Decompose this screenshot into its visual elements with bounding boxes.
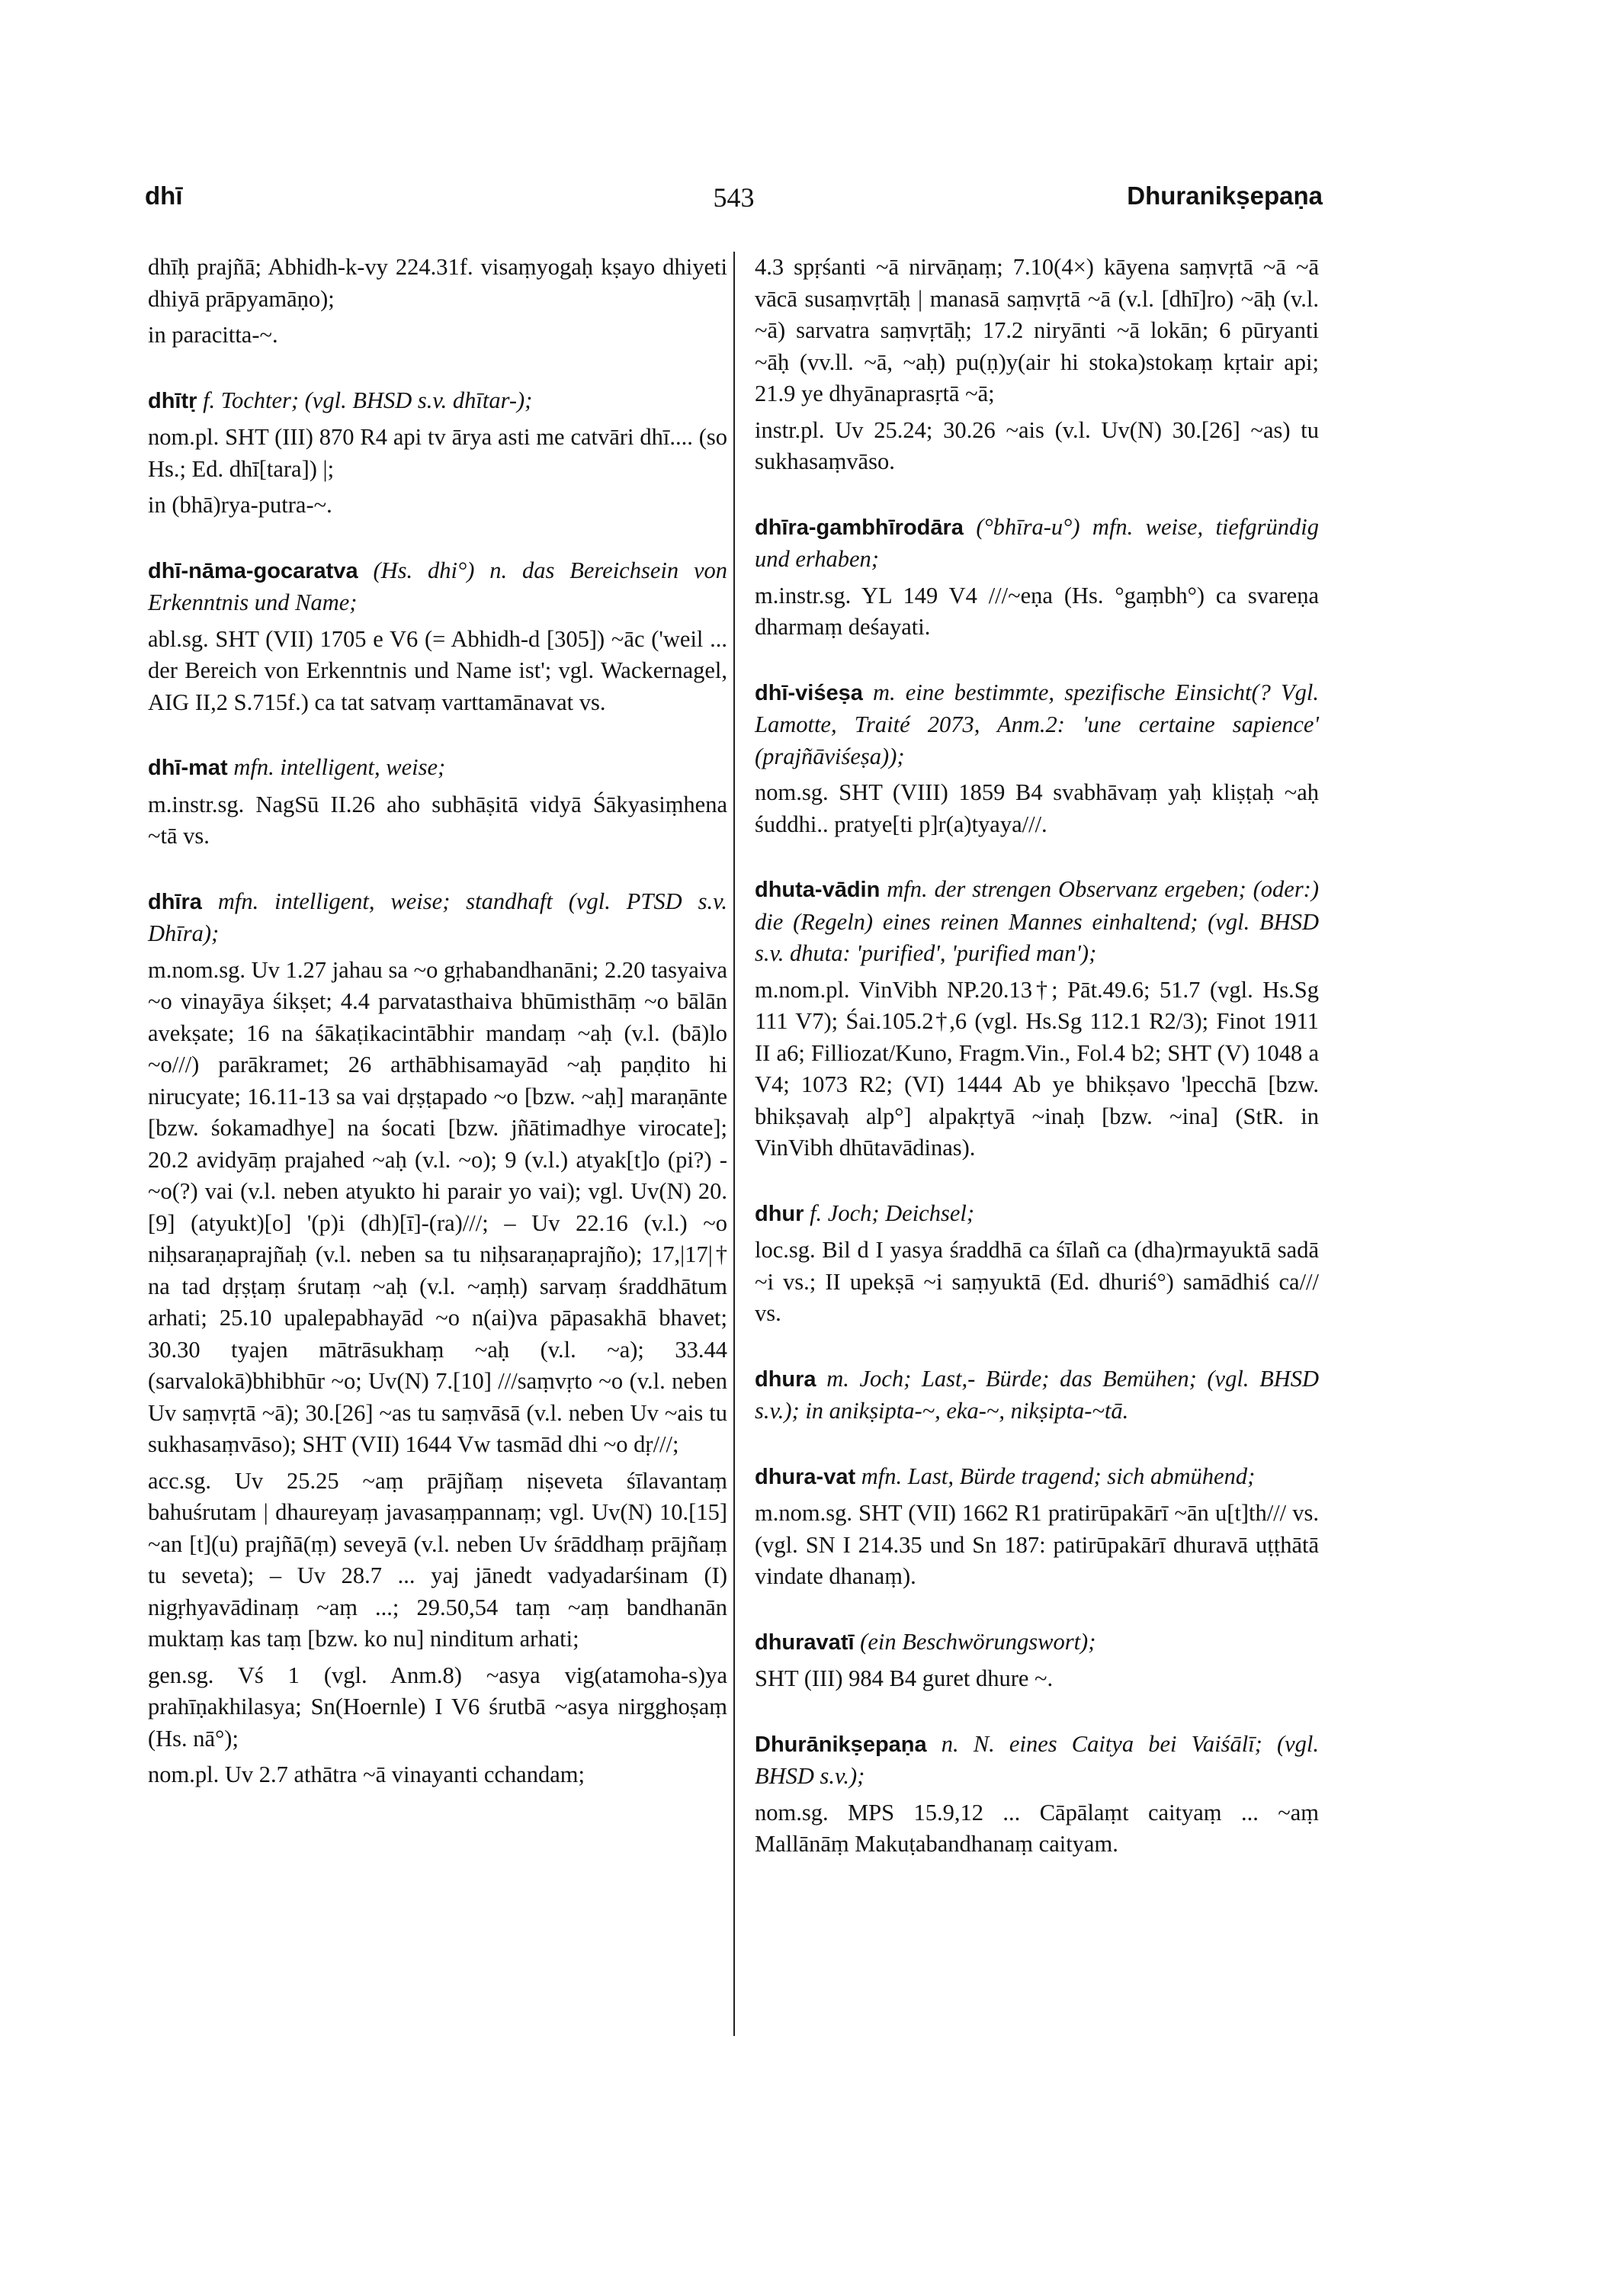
- entry-citation: in paracitta-~.: [148, 322, 278, 348]
- entry-gloss: (Hs. dhi°) n. das Bereichsein von Erkenntnis und Name;: [148, 557, 728, 615]
- entry-gloss: m. Joch; Last,- Bürde; das Bemühen; (vgl. BHSD s.v.); in anikṣipta-~, eka-~, nikṣipta-~tā.: [755, 1365, 1319, 1424]
- entry-headword: Dhurānikṣepaṇa: [755, 1732, 927, 1757]
- dictionary-entry: [148, 752, 727, 853]
- entry-gloss: f. Joch; Deichsel;: [810, 1199, 975, 1226]
- entry-headword: dhur: [755, 1201, 804, 1226]
- dictionary-entry: [755, 512, 1319, 644]
- dictionary-entry: [755, 1198, 1319, 1330]
- dictionary-entry: [148, 555, 727, 719]
- entry-citation: instr.pl. Uv 25.24; 30.26 ~ais (v.l. Uv(N) 30.[26] ~as) tu sukhasaṃvāso.: [755, 416, 1319, 474]
- dictionary-entry: [148, 385, 727, 522]
- header-left-word: dhī: [145, 181, 183, 210]
- entry-citation: nom.sg. MPS 15.9,12 ... Cāpālaṃt caityaṃ ... ~aṃ Mallānāṃ Makuṭabandhanaṃ caityam.: [755, 1799, 1319, 1857]
- entry-headword: dhura-vat: [755, 1464, 856, 1489]
- entry-citation: loc.sg. Bil d I yasya śraddhā ca śīlañ ca (dha)rmayuktā sadā ~i vs.; II upekṣā ~i saṃyuktā (Ed. dhuriś°) samādhiś ca/// vs.: [755, 1237, 1319, 1326]
- dictionary-entry: [755, 874, 1319, 1164]
- entry-citation: nom.sg. SHT (VIII) 1859 B4 svabhāvaṃ yaḥ kliṣṭaḥ ~aḥ śuddhi.. pratye[ti p]r(a)tyaya///.: [755, 779, 1319, 837]
- entry-gloss: (°bhīra-u°) mfn. weise, tiefgründig und erhaben;: [755, 513, 1319, 572]
- entry-headword: dhī-nāma-gocaratva: [148, 558, 358, 583]
- entry-headword: dhīra-gambhīrodāra: [755, 515, 964, 540]
- page-number: 543: [713, 182, 755, 213]
- entry-headword: dhura: [755, 1366, 816, 1392]
- dictionary-entry: [755, 677, 1319, 841]
- entry-citation: m.nom.sg. Uv 1.27 jahau sa ~o gṛhabandhanāni; 2.20 tasyaiva ~o vinayāya śikṣet; 4.4 parvatasthaiva bhūmisthāṃ ~o bālān avekṣate; 16 na śākaṭikacintābhir mandaṃ ~aḥ (v.l. (bā)lo ~o///) parākramet; 26 arthābhisamayād ~aḥ paṇḍito hi nirucyate; 16.11-13 sa vai dṛṣṭapado ~o [bzw. ~aḥ] maraṇānte [bzw. śokamadhye] na śocati [bzw. jñātimadhye virocate]; 20.2 avidyāṃ prajahed ~aḥ (v.l. ~o); 9 (v.l.) atyak[t]o (pi?) - ~o(?) vai (v.l. neben atyukto hi parair yo vai); vgl. Uv(N) 20.[9] (atyukt)[o] '(p)i (dh)[ī]-(ra)///; – Uv 22.16 (v.l.) ~o niḥsaraṇaprajñaḥ (v.l. neben sa tu niḥsaraṇaprajño); 17,|17|† na tad dṛṣṭaṃ śrutaṃ ~aḥ (v.l. ~aṃḥ) sarvaṃ śraddhātum arhati; 25.10 upalepabhayād ~o n(ai)va pāpasakhā bhavet; 30.30 tyajen mātrāsukhaṃ ~aḥ (v.l. ~a); 33.44 (sarvalokā)bhibhūr ~o; Uv(N) 7.[10] ///saṃvṛto ~o (v.l. neben Uv saṃvṛtā ~ā); 30.[26] ~as tu saṃvāsā (v.l. neben Uv ~ais tu sukhasaṃvāso); SHT (VII) 1644 Vw tasmād dhi ~o dṛ///;: [148, 956, 727, 1457]
- column-divider: [733, 252, 735, 2036]
- entry-citation: gen.sg. Vś 1 (vgl. Anm.8) ~asya vig(atamoha-s)ya prahīṇakhilasya; Sn(Hoernle) I V6 śrutbā ~asya nirgghoṣaṃ (Hs. nā°);: [148, 1662, 727, 1752]
- entry-citation: SHT (III) 984 B4 guret dhure ~.: [755, 1665, 1054, 1691]
- entry-citation: abl.sg. SHT (VII) 1705 e V6 (= Abhidh-d [305]) ~āc ('weil ... der Bereich von Erkenntnis und Name ist'; vgl. Wackernagel, AIG II,2 S.715f.) ca tat satvaṃ varttamānavat vs.: [148, 625, 727, 715]
- entry-gloss: mfn. intelligent, weise;: [233, 754, 446, 780]
- entry-headword: dhī-mat: [148, 756, 228, 780]
- entry-gloss: mfn. der strengen Observanz ergeben; (oder:) die (Regeln) eines reinen Mannes einhaltend; (vgl. BHSD s.v. dhuta: 'purified', 'purified man');: [755, 876, 1319, 966]
- entry-gloss: f. Tochter; (vgl. BHSD s.v. dhītar-);: [203, 387, 533, 413]
- entry-headword: dhī-viśeṣa: [755, 680, 863, 705]
- entry-gloss: m. eine bestimmte, spezifische Einsicht(? Vgl. Lamotte, Traité 2073, Anm.2: 'une certaine sapience' (prajñāviśeṣa));: [755, 679, 1319, 769]
- entry-gloss: n. N. eines Caitya bei Vaiśālī; (vgl. BHSD s.v.);: [755, 1730, 1320, 1789]
- dictionary-entry: [755, 1363, 1319, 1427]
- entry-citation: nom.pl. Uv 2.7 athātra ~ā vinayanti cchandam;: [148, 1761, 585, 1787]
- entry-citation: nom.pl. SHT (III) 870 R4 api tv ārya asti me catvāri dhī.... (so Hs.; Ed. dhī[tara]) |;: [148, 424, 727, 482]
- entry-citation: acc.sg. Uv 25.25 ~aṃ prājñaṃ niṣeveta śīlavantaṃ bahuśrutam | dhaureyaṃ javasaṃpannaṃ; vgl. Uv(N) 10.[15] ~an [t](u) prajñā(ṃ) seveyā (v.l. neben Uv śrāddhaṃ prājñaṃ tu seveta); – Uv 28.7 ... yaj jānedt vadyadarśinam (I) nigṛhyavādinaṃ ~aṃ ...; 29.50,54 taṃ ~aṃ bandhanān muktaṃ kas taṃ [bzw. ko nu] ninditum arhati;: [148, 1467, 727, 1652]
- right-column: [755, 252, 1319, 1894]
- dictionary-entry: [755, 1461, 1319, 1593]
- entry-citation: dhīḥ prajñā; Abhidh-k-vy 224.31f. visaṃyogaḥ kṣayo dhiyeti dhiyā prāpyamāṇo);: [148, 254, 727, 312]
- dictionary-entry: [148, 886, 727, 1791]
- entry-citation: m.nom.pl. VinVibh NP.20.13†; Pāt.49.6; 51.7 (vgl. Hs.Sg 111 V7); Śai.105.2†,6 (vgl. Hs.Sg 112.1 R2/3); Finot 1911 II a6; Filliozat/Kuno, Fragm.Vin., Fol.4 b2; SHT (V) 1048 a V4; 1073 R2; (VI) 1444 Ab ye bhikṣavo 'lpecchā [bzw. bhikṣavaḥ alp°] alpakṛtyā ~inaḥ [bzw. ~ina] (StR. in VinVibh dhūtavādinas).: [755, 976, 1319, 1161]
- entry-citation: m.instr.sg. YL 149 V4 ///~eṇa (Hs. °gaṃbh°) ca svareṇa dharmaṃ deśayati.: [755, 582, 1319, 640]
- entry-citation: m.instr.sg. NagSū II.26 aho subhāṣitā vidyā Śākyasiṃhena ~tā vs.: [148, 791, 727, 849]
- entry-gloss: mfn. intelligent, weise; standhaft (vgl. PTSD s.v. Dhīra);: [148, 888, 727, 946]
- entry-citation: in (bhā)rya-putra-~.: [148, 492, 332, 518]
- header-right-word: Dhuranikṣepaṇa: [1127, 181, 1323, 210]
- left-column: [148, 252, 727, 1825]
- dictionary-entry: [148, 252, 727, 352]
- entry-citation: m.nom.sg. SHT (VII) 1662 R1 pratirūpakārī ~ān u[t]th/// vs. (vgl. SN I 214.35 und Sn 187: patirūpakārī dhuravā uṭṭhātā vindate dhanaṃ).: [755, 1500, 1319, 1589]
- entry-headword: dhīra: [148, 889, 202, 914]
- dictionary-entry: [755, 1626, 1319, 1695]
- entry-gloss: (ein Beschwörungswort);: [860, 1628, 1096, 1655]
- entry-headword: dhuta-vādin: [755, 878, 881, 902]
- dictionary-entry: [755, 252, 1319, 478]
- entry-gloss: mfn. Last, Bürde tragend; sich abmühend;: [861, 1463, 1256, 1489]
- dictionary-entry: [755, 1729, 1319, 1861]
- entry-headword: dhuravatī: [755, 1630, 855, 1655]
- entry-citation: 4.3 spṛśanti ~ā nirvāṇaṃ; 7.10(4×) kāyena saṃvṛtā ~ā ~ā vācā susaṃvṛtāḥ | manasā saṃvṛtā ~ā (v.l. [dhī]ro) ~āḥ (v.l. ~ā) sarvatra saṃvṛtāḥ; 17.2 niryānti ~ā lokān; 6 pūryanti ~āḥ (vv.ll. ~ā, ~aḥ) pu(ṇ)y(air hi stoka)stokaṃ kṛtair api; 21.9 ye dhyānaprasṛtā ~ā;: [755, 254, 1319, 406]
- entry-headword: dhītṛ: [148, 388, 197, 413]
- page-header: [145, 181, 1323, 212]
